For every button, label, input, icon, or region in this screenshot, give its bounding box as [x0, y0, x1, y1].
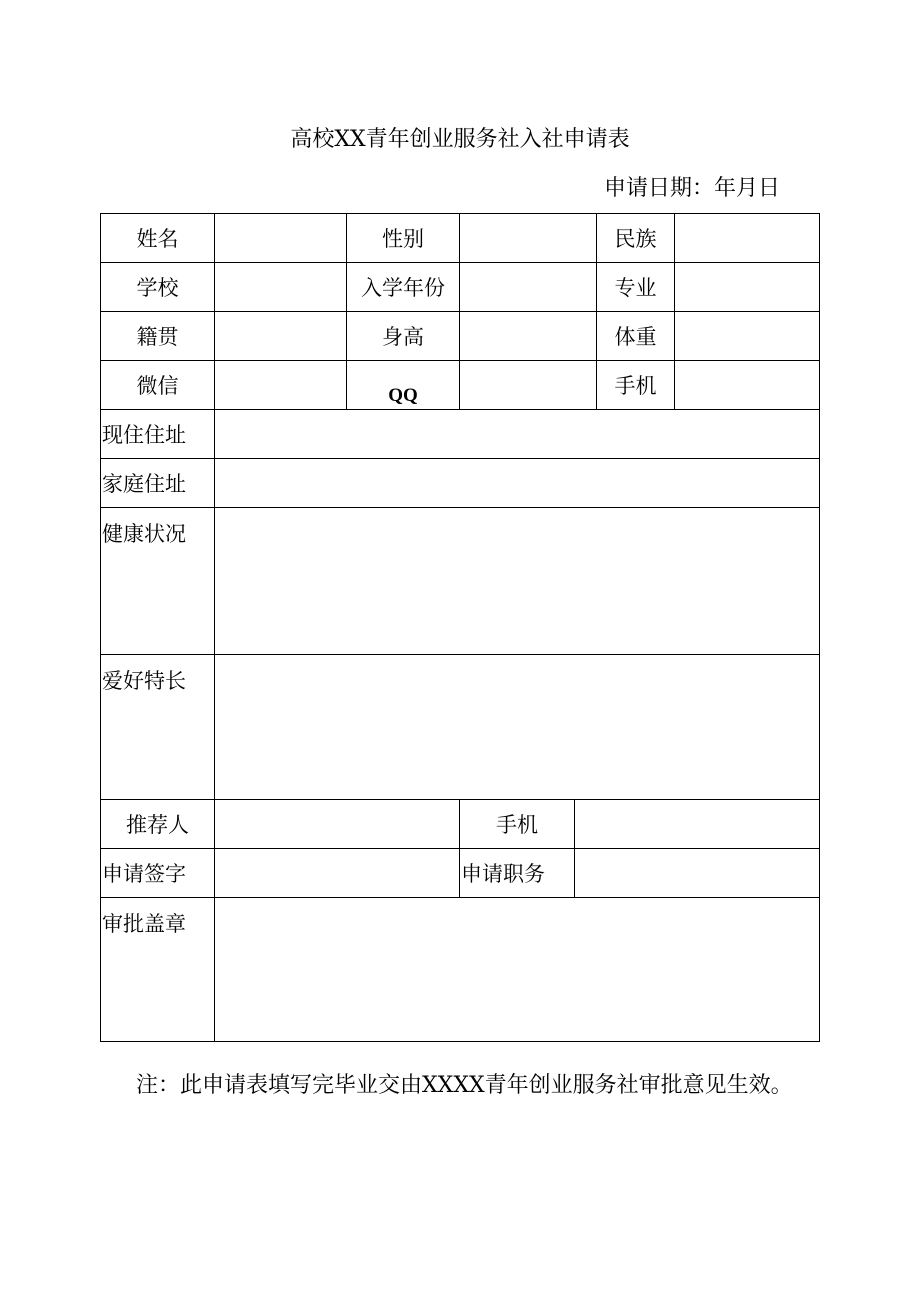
current-address-input[interactable] [215, 410, 819, 459]
recommender-input[interactable] [215, 800, 460, 849]
label-signature: 申请签字 [101, 849, 215, 898]
label-name: 姓名 [101, 214, 215, 263]
label-ethnicity: 民族 [597, 214, 675, 263]
position-input[interactable] [575, 849, 819, 898]
signature-input[interactable] [215, 849, 460, 898]
health-input[interactable] [215, 508, 819, 655]
label-enroll-year: 入学年份 [347, 263, 460, 312]
label-phone: 手机 [597, 361, 675, 410]
label-major: 专业 [597, 263, 675, 312]
label-approval: 审批盖章 [101, 898, 215, 1041]
application-date: 申请日期：年月日 [603, 176, 780, 201]
native-place-input[interactable] [215, 312, 347, 361]
weight-input[interactable] [675, 312, 819, 361]
label-wechat: 微信 [101, 361, 215, 410]
phone-input[interactable] [675, 361, 819, 410]
major-input[interactable] [675, 263, 819, 312]
gender-input[interactable] [460, 214, 597, 263]
form-note: 注：此申请表填写完毕业交由XXXX青年创业服务社审批意见生效。 [136, 1073, 793, 1098]
qq-input[interactable] [460, 361, 597, 410]
hobbies-input[interactable] [215, 655, 819, 800]
label-recommender: 推荐人 [101, 800, 215, 849]
label-home-address: 家庭住址 [101, 459, 215, 508]
label-school: 学校 [101, 263, 215, 312]
label-native-place: 籍贯 [101, 312, 215, 361]
name-input[interactable] [215, 214, 347, 263]
wechat-input[interactable] [215, 361, 347, 410]
label-qq-cell [347, 361, 460, 410]
ethnicity-input[interactable] [675, 214, 819, 263]
label-health: 健康状况 [101, 508, 215, 655]
label-weight: 体重 [597, 312, 675, 361]
label-gender: 性别 [347, 214, 460, 263]
form-title: 高校XX青年创业服务社入社申请表 [290, 127, 630, 152]
approval-input[interactable] [215, 898, 819, 1041]
label-position: 申请职务 [460, 849, 575, 898]
application-form-table [100, 213, 820, 1042]
label-current-address: 现住住址 [101, 410, 215, 459]
label-hobbies: 爱好特长 [101, 655, 215, 800]
school-input[interactable] [215, 263, 347, 312]
recommender-phone-input[interactable] [575, 800, 819, 849]
label-recommender-phone: 手机 [460, 800, 575, 849]
height-input[interactable] [460, 312, 597, 361]
label-height: 身高 [347, 312, 460, 361]
home-address-input[interactable] [215, 459, 819, 508]
enroll-year-input[interactable] [460, 263, 597, 312]
label-qq: QQ [388, 385, 418, 406]
